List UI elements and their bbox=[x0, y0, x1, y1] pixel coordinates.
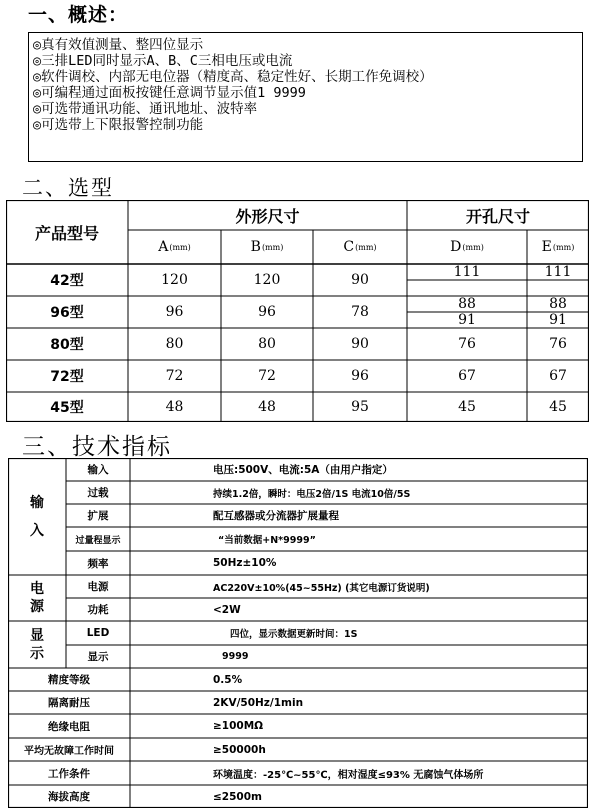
model-cell: 42型 bbox=[50, 273, 84, 289]
overview-item: ◎可编程通过面板按键任意调节显示值1 9999 bbox=[33, 85, 306, 101]
spec-value: ≥100MΩ bbox=[213, 720, 264, 732]
spec-label: 绝缘电阻 bbox=[48, 720, 90, 733]
model-cell: 72型 bbox=[50, 369, 84, 385]
value-cell: 96 bbox=[165, 304, 184, 320]
value-cell: 72 bbox=[165, 368, 184, 384]
value-cell: 80 bbox=[258, 336, 276, 352]
value-cell: 67 bbox=[549, 368, 567, 384]
value-cell: 91 bbox=[458, 312, 476, 328]
overview-item: ◎真有效值测量、整四位显示 bbox=[33, 37, 204, 53]
spec-label: 扩展 bbox=[87, 510, 109, 522]
spec-label: 频率 bbox=[87, 557, 109, 570]
value-cell: 90 bbox=[351, 336, 369, 352]
spec-value: 持续1.2倍，瞬时：电压2倍/1S 电流10倍/5S bbox=[213, 488, 411, 500]
value-cell: 111 bbox=[453, 264, 481, 280]
spec-value: 电压:500V、电流:5A（由用户指定） bbox=[213, 464, 393, 476]
spec-value: ≥50000h bbox=[213, 743, 266, 756]
value-cell: 90 bbox=[351, 272, 369, 288]
value-cell: 78 bbox=[351, 304, 369, 320]
model-cell: 45型 bbox=[50, 400, 84, 416]
value-cell: 91 bbox=[549, 312, 567, 328]
model-cell: 80型 bbox=[50, 337, 84, 353]
group-label-power: 电 源 bbox=[30, 581, 44, 615]
value-cell: 95 bbox=[351, 399, 369, 415]
value-cell: 48 bbox=[258, 399, 276, 415]
spec-label: 电源 bbox=[87, 581, 109, 593]
spec-value: 四位，显示数据更新时间：1S bbox=[230, 629, 358, 640]
spec-value: ≤2500m bbox=[213, 790, 262, 803]
spec-value: 0.5% bbox=[213, 673, 243, 686]
spec-label: 隔离耐压 bbox=[48, 697, 90, 709]
col-header-e: E (mm) bbox=[541, 239, 575, 255]
spec-value: <2W bbox=[213, 603, 241, 616]
value-cell: 88 bbox=[458, 296, 476, 312]
value-cell: 45 bbox=[549, 399, 567, 415]
value-cell: 45 bbox=[458, 399, 476, 415]
value-cell: 67 bbox=[458, 368, 476, 384]
model-cell: 96型 bbox=[50, 305, 84, 321]
spec-value: 9999 bbox=[222, 651, 249, 662]
value-cell: 120 bbox=[253, 272, 281, 288]
value-cell: 120 bbox=[161, 272, 188, 288]
value-cell: 96 bbox=[258, 304, 276, 320]
col-header-model: 产品型号 bbox=[34, 223, 99, 243]
spec-value: 配互感器或分流器扩展量程 bbox=[213, 510, 339, 522]
value-cell: 111 bbox=[544, 264, 572, 280]
group-label-input: 输 入 bbox=[30, 494, 44, 539]
overview-item: ◎三排LED同时显示A、B、C三相电压或电流 bbox=[33, 53, 293, 69]
spec-value: 2KV/50Hz/1min bbox=[213, 696, 304, 709]
col-header-c: C (mm) bbox=[343, 239, 377, 255]
spec-label: 功耗 bbox=[87, 604, 109, 616]
spec-value: “当前数据+N*9999” bbox=[218, 535, 316, 546]
overview-item: ◎可选带上下限报警控制功能 bbox=[33, 117, 204, 133]
group-label-display: 显 示 bbox=[30, 627, 44, 662]
selection-heading: 二、选型 bbox=[22, 176, 114, 200]
spec-label: 输入 bbox=[87, 464, 109, 476]
spec-label: 过量程显示 bbox=[75, 535, 121, 546]
value-cell: 88 bbox=[549, 296, 567, 312]
value-cell: 72 bbox=[258, 368, 276, 384]
value-cell: 80 bbox=[165, 336, 184, 352]
specs-heading: 三、技术指标 bbox=[22, 434, 172, 460]
spec-label: 过载 bbox=[87, 487, 109, 499]
overview-item: ◎可选带通讯功能、通讯地址、波特率 bbox=[33, 101, 258, 117]
value-cell: 76 bbox=[458, 336, 476, 352]
group-header-outer: 外形尺寸 bbox=[235, 206, 300, 226]
value-cell: 76 bbox=[549, 336, 567, 352]
col-header-a: A (mm) bbox=[158, 239, 191, 255]
spec-label: 平均无故障工作时间 bbox=[24, 746, 114, 757]
group-header-cut: 开孔尺寸 bbox=[465, 206, 530, 226]
col-header-b: B (mm) bbox=[250, 239, 284, 255]
overview-heading: 一、概述： bbox=[28, 4, 129, 26]
spec-value: 50Hz±10% bbox=[213, 557, 277, 569]
spec-label: 海拔高度 bbox=[48, 791, 90, 803]
spec-label: LED bbox=[86, 627, 110, 639]
value-cell: 96 bbox=[351, 368, 369, 384]
spec-label: 显示 bbox=[87, 651, 109, 663]
specs-table bbox=[8, 458, 588, 808]
spec-label: 工作条件 bbox=[48, 767, 90, 780]
selection-table bbox=[6, 200, 589, 422]
spec-value: 环境温度：-25℃~55℃，相对湿度≤93% 无腐蚀气体场所 bbox=[213, 769, 484, 781]
value-cell: 48 bbox=[165, 399, 184, 415]
spec-value: AC220V±10%(45~55Hz) (其它电源订货说明) bbox=[213, 582, 430, 594]
col-header-d: D (mm) bbox=[450, 239, 484, 255]
overview-item: ◎软件调校、内部无电位器（精度高、稳定性好、长期工作免调校） bbox=[33, 69, 433, 85]
spec-label: 精度等级 bbox=[48, 674, 90, 686]
